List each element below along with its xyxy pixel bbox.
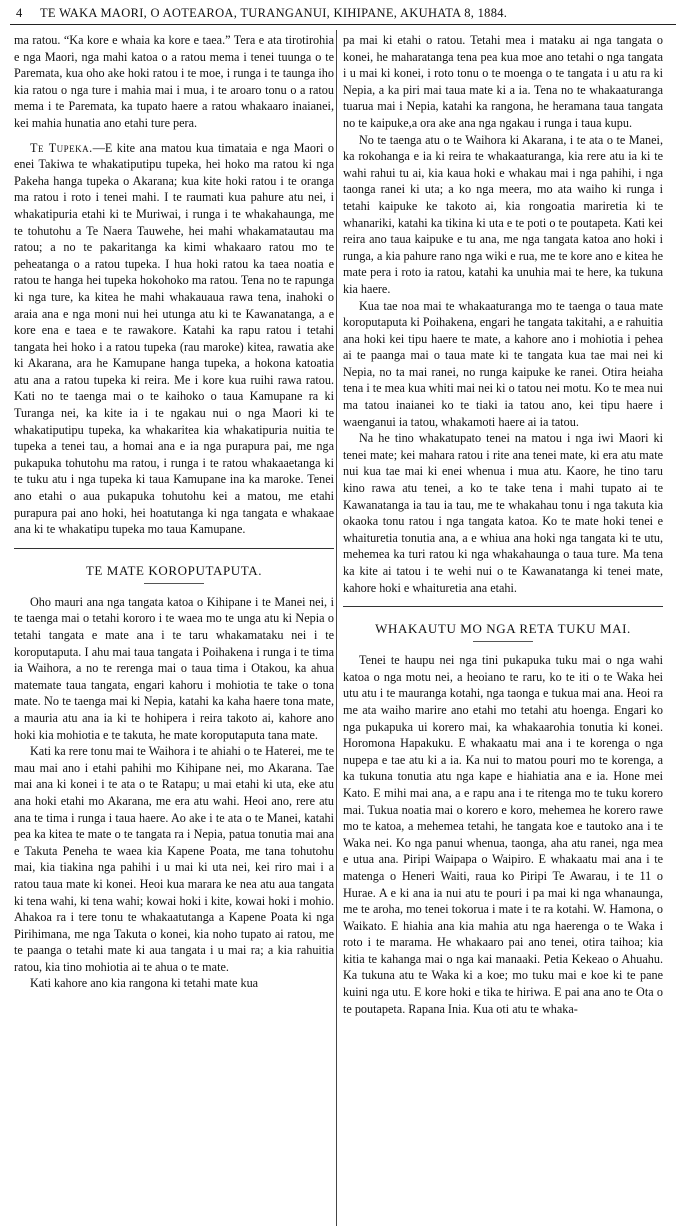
paragraph: Kua tae noa mai te whakaaturanga mo te taenga o taua mate koroputaputa ki Poihakena, engari he tangata takitahi, a e rahuitia ana hoki kei tipu haere te mate, a kahore ano i mohiotia i pehea ai te paanga mai o taua mate ki te tangata kua tae mai nei ki Nepia, no ta mai ranei, no runga kaipuke ke ranei. Otira heiaha tena i te mea kua whiti mai nei ki o tatou nei motu. Ko te mea nui ma tatou inaianei ko te tiaki ia tatou ano, kei tipu haere i waenganui ia tatou, whakamoti haere ai ia tatou. bbox=[343, 298, 663, 429]
section-rule bbox=[343, 606, 663, 607]
article-heading: TE MATE KOROPUTAPUTA. bbox=[85, 562, 263, 578]
right-column bbox=[343, 32, 663, 1226]
paragraph: ma ratou. “Ka kore e whaia ka kore e taea.” Tera e ata tirotirohia e nga Maori, nga mahi katoa o a ratou mema i tenei tuunga o te Paremata, kua oho ake hoki ratou i te moe, i runga i te taunga iho kia ratou o nga ture i mahia mai i mua, i te aroaro tonu o a ratou mema i te Paremata, ka tupato haere a ratou whakaaro inaianei, kei mahia hunatia ano etahi ture pera. bbox=[14, 33, 334, 130]
paragraph: No te taenga atu o te Waihora ki Akarana, i te ata o te Manei, ka rokohanga e ia ki reira te whakaaturanga, kia rere atu ia ki te wahi rahui tu ai, kia kaua hoki e whakau mai i nga pahihi, i nga taonga ranei ki uta; a ko nga meera, mo ata waiho ki runga i tetahi kaipuke ke takoto ai, kia rongoatia mariretia ki te whanariki, katahi ka tikina ki uta e te poti o te poutapeta. Kati kei reira ano taua kaipuke e tu ana, me nga tangata katoa ano hoki i runga, a kia pahure rano nga wiki e rua, me te kore ano e kitea he mate pera i roto ia ratou, katahi ka unuhia mai te here, ka tukuna kia haere. bbox=[343, 132, 663, 296]
paragraph: Kati kahore ano kia rangona ki tetahi mate kua bbox=[30, 976, 259, 991]
page-number: 4 bbox=[16, 6, 23, 20]
section-lead: Te Tupeka. bbox=[30, 140, 93, 155]
paragraph: Tenei te haupu nei nga tini pukapuka tuku mai o nga wahi katoa o nga motu nei, a heoiano te raru, ko te iti o te Waka hei utu atu i te mauranga kotahi, nga taonga e tukua mai ana. Heoi ra me ata waiho marire ano etahi mo tetahi atu hoenga. Engari ko nga pukapuka ui korero mai, ka whakaarohia tonutia ki konei. Horomona Hapakuku. E whakaatu mai ana i te korenga o nga nupepa e tae atu ki a ia. Ka nui to matou pouri mo te korenga, a ka tukuna tonutia atu nga kape e hiahiatia ana e ia. Hone mei Kato. E mihi mai ana, a e rapu ana i te ritenga mo te tuku korero mai. Tukua noatia mai o korero e koro, mehemea he korero rawe mo te katoa, a mehemea tetahi, he tangata koe e tautoko ana i te Waka nei. Ko nga panui whenua, taonga, aha atu ranei, nga mea e utua ana. Piripi Waipapa o Waipiro. E whakaatu mai ana i te matenga o Heneri Waiti, raua ko Piripi Te Awarau, i te 11 o Hurae. A e ki ana ia nui atu te pouri i pa mai ki nga whanaunga, me te aroha, mo tenei tokorua i mate i te ra kotahi. W. Hamona, o Waikato. E hiahia ana kia mahia atu nga haerenga o te Waka i roto i te marama. He whakaaro pai ano tenei, otira taihoa; kia kitia te kahanga mai o nga kai manaaki. Petia Kekeao o Ahuahu. Ka tukuna atu te Waka ki a koe; mo tuku mai e koe ki te pane kuini nga utu. E kore hoki e tika te hiriwa. E pai ana ano te Ota o te poutapeta. Rapana Inia. Kua oti atu te whaka- bbox=[343, 653, 663, 1016]
paragraph: Oho mauri ana nga tangata katoa o Kihipane i te Manei nei, i te taenga mai o tetahi kororo i te waea mo te unga atu ki Nepia o tetahi tangata e mate ana i te taru whakamataku nei i te koroputaputa. I ahu mai taua tangata i Poihakena i runga i te tima ia Waihora, a no te rerenga mai o taua tima i Otakou, ka ahua matemate taua tangata, engari kahoru i mohiotia te take o tona mate. No te taenga mai ki Nepia, katahi ka kaha haere tona mate, a mauria atu ana ia ki te hohipera i reira takoto ai, kahore ano hoki kia mohiotia e te takuta, he mate koroputaputa tana mate. bbox=[14, 594, 334, 742]
paragraph: Na he tino whakatupato tenei na matou i nga iwi Maori ki tenei mate; kei mahara ratou i rite ana tenei mate, ki era atu mate nui kua tae mai ki enei whenua i mua atu. Kaore, he tino taru kino rawa atu tenei, a ko te take tena i mahi tupato ai te Kawanatanga ia tau ia tau, me te whakahau tonu i nga takuta kia okaoka tonu ratou i nga tangata katoa. Ko te mate hoki tenei e whaituretia tonutia ana, a e whiua ana hoki nga tangata ki te utu, mehemea ka turi ratou ki nga whakahaunga o taua ture. Ma tena ka kite ai tatou i te wehi nui o te Kawanatanga ki tenei mate, kahore hoki e whaituretia ana etahi. bbox=[343, 431, 663, 595]
masthead-title: TE WAKA MAORI, O AOTEAROA, TURANGANUI, KIHIPANE, AKUHATA 8, 1884. bbox=[40, 6, 508, 20]
paragraph: Kati ka rere tonu mai te Waihora i te ahiahi o te Haterei, me te mau mai ano i etahi pahihi mo Kihipane nei, mo Akarana. Tae mai ana ki konei i te ata o te Ratapu; u mai etahi ki uta, eke atu ana hoki etahi mo Akarana, me era atu wahi. Heoi ano, rere atu ana te tima i runga i taua haere. Ao ake i te ata o te Manei, katahi pea ka kitea te mate o te tangata ra i Nepia, patua tonutia mai ana e Takuta Peneha te waea kia Kapene Poata, me tana tohutohu mai, kia tiakina nga pahihi i u mai ki uta nei, kei riro mai i a ratou taua mate ki konei. Heoi kua marara ke nea atu aua tangata ki tena wahi, ki tena wahi; kowai hoki i kite, kowai hoki i mohio. Ahakoa ra i tere tonu te whakaatutanga a Kapene Poata ki nga Pirihimana, me nga Takuta o konei, kia noho tupato ai ratou, me te paanga o tetahi mate ki aua tangata i u mai ra; a kia rahuitia ratou, kia tino mohiotia ai te ahua o te mate. bbox=[14, 744, 334, 974]
column-divider bbox=[336, 30, 337, 1226]
article-heading: WHAKAUTU MO NGA RETA TUKU MAI. bbox=[375, 621, 631, 637]
paragraph: pa mai ki etahi o ratou. Tetahi mea i mataku ai nga tangata o konei, he maharatanga tena pea kua moe ano tetahi o nga tangata i u mai ki konei, i roto tonu o te moenga o te tangata i u atu ra ki Nepia, a ka piri mai taua mate ki a ia. Tena no te whakaaturanga tuarua mai i Nepia, katahi ka rangona, he heramana taua tangata no te kaipuke,a ora ake ana nga ngakau i runga i taua kupu. bbox=[343, 33, 663, 130]
heading-rule bbox=[473, 641, 533, 642]
page-header bbox=[10, 2, 675, 26]
left-column bbox=[14, 32, 334, 1226]
section-rule bbox=[14, 548, 334, 549]
paragraph-text: —E kite ana matou kua timataia e nga Maori o enei Takiwa te whakatiputipu tupeka, hei hoko ma ratou ki nga Pakeha hanga tupeka o Akarana; kua kite hoki ratou i te oranga ma ratou i roto i tenei mahi. I te raumati kua pahure atu nei, i whakatipuria etahi ki te Muriwai, i runga i te whakahaunga, me te tohutohu a Te Naera Tauwehe, hei mahi whakamatautau ma ratou; a no te pakaritanga ka kimi whakaaro ratou mo te peheatanga o a ratou tupeka. I hua hoki ratou ka taea noatia e ratou te hanga hei tupeka hokohoko ma ratou. Tena no te rapunga ki nga ture, ka kitea he mahi whakauaua rawa tena, inahoki o araia ana e nga moni nui hei utunga atu ki te Kawanatanga, a e kore ena e taea e te rawakore. Katahi ka rapu ratou i tetahi tangata hei hoko i a ratou tupeka (rau maroke) kitea, rawatia ake ki Akarana, ara he Kamupane hanga tupeka, a hokona katoatia atu ana a ratou tupeka ki reira. Me i kore kua ruihi rawa ratou. Kati no te taenga mai o te kaihoko o taua Kamupane ra ki Turanga nei, ka kite ia i te ngakau nui o nga Maori ki te whakatiputipu tupeka, ka whakaritea kia whakatipuria nuitia te tupeka a tenei tau, a homai ana e ia nga purapura pai, me nga pukapuka tohutohu ma ratou, i runga i te ratou whakaaetanga ki te tuku atu i nga tupeka ki taua Kamupane ina ka maroke. Tenei ano etahi o aua pukapuka tohutohu kei a matou, me etahi purapura pai ano hoki, hei hoatutanga ki nga tangata e whakaae ana ki te whakatipu tupeka mo taua Kamupane. bbox=[14, 140, 334, 537]
heading-rule bbox=[144, 583, 204, 584]
paragraph bbox=[14, 140, 334, 538]
header-rule bbox=[10, 24, 676, 25]
